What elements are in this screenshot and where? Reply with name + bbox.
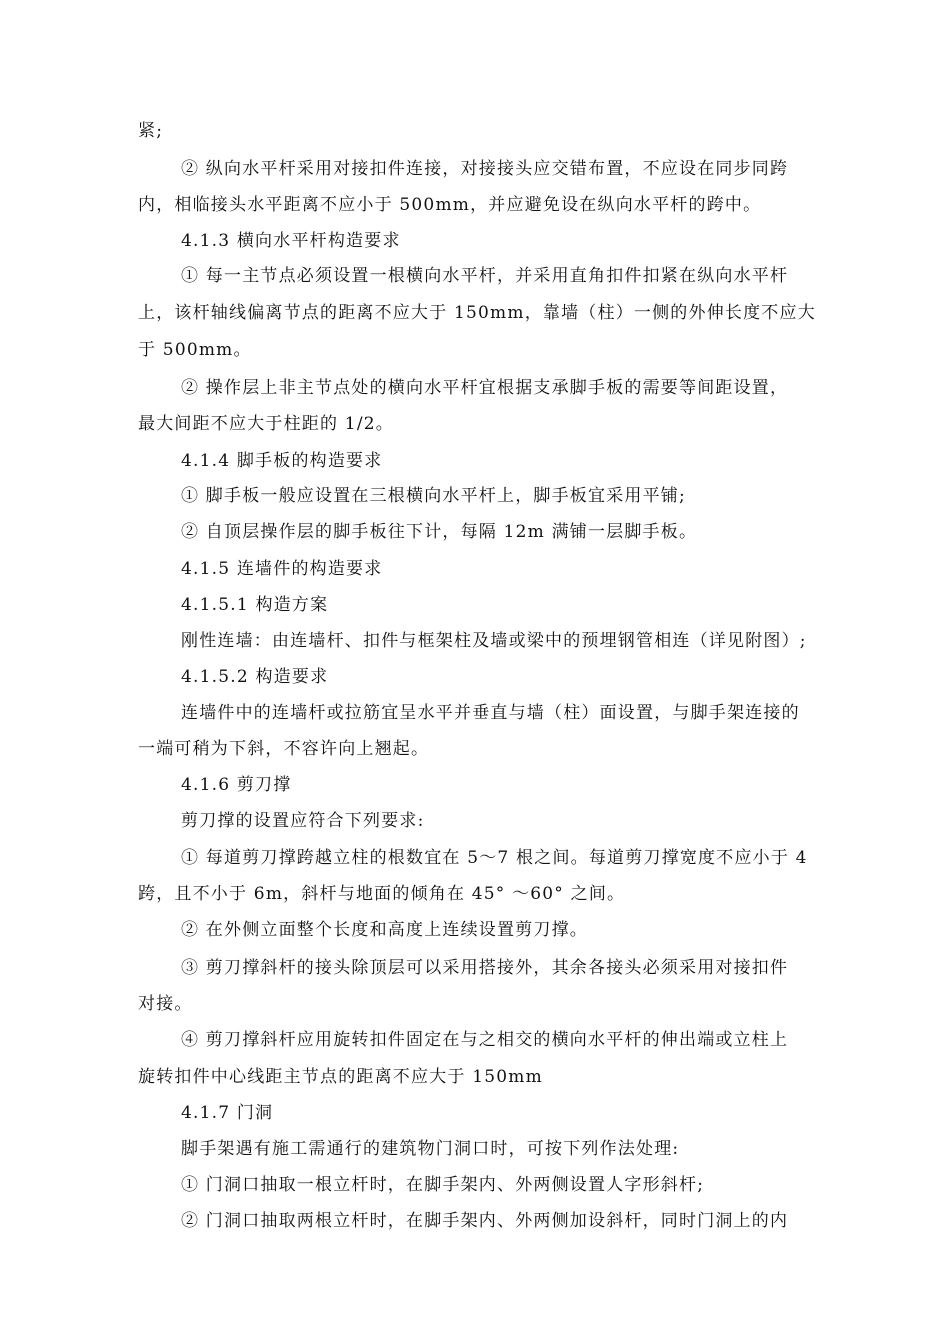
section-heading: 4.1.5 连墙件的构造要求 (181, 559, 383, 579)
text-line: ② 自顶层操作层的脚手板往下计，每隔 12m 满铺一层脚手板。 (181, 522, 698, 542)
section-heading: 4.1.6 剪刀撑 (181, 775, 292, 795)
text-line: 跨，且不小于 6m，斜杆与地面的倾角在 45° ～60° 之间。 (138, 884, 626, 904)
text-line: 一端可稍为下斜，不容许向上翘起。 (138, 739, 430, 759)
text-line: ③ 剪刀撑斜杆的接头除顶层可以采用搭接外，其余各接头必须采用对接扣件 (181, 958, 789, 978)
text-line: ① 每道剪刀撑跨越立柱的根数宜在 5～7 根之间。每道剪刀撑宽度不应小于 4 (181, 848, 808, 868)
section-heading: 4.1.4 脚手板的构造要求 (181, 451, 383, 471)
text-line: 对接。 (138, 994, 193, 1014)
text-line: 于 500mm。 (138, 340, 252, 360)
text-line: ② 门洞口抽取两根立杆时，在脚手架内、外两侧加设斜杆，同时门洞上的内 (181, 1211, 789, 1231)
text-line: ① 门洞口抽取一根立杆时，在脚手架内、外两侧设置人字形斜杆; (181, 1175, 705, 1195)
section-heading: 4.1.5.1 构造方案 (181, 595, 329, 615)
text-line: 紧; (138, 121, 164, 141)
text-line: 上，该杆轴线偏离节点的距离不应大于 150mm，靠墙（柱）一侧的外伸长度不应大 (138, 303, 816, 323)
text-line: ① 脚手板一般应设置在三根横向水平杆上，脚手板宜采用平铺; (181, 486, 686, 506)
text-line: 剪刀撑的设置应符合下列要求: (181, 811, 425, 831)
section-heading: 4.1.3 横向水平杆构造要求 (181, 231, 401, 251)
section-heading: 4.1.7 门洞 (181, 1103, 274, 1123)
text-line: ① 每一主节点必须设置一根横向水平杆，并采用直角扣件扣紧在纵向水平杆 (181, 266, 789, 286)
text-line: 刚性连墙：由连墙杆、扣件与框架柱及墙或梁中的预埋钢管相连（详见附图）; (181, 631, 807, 651)
text-line: ② 在外侧立面整个长度和高度上连续设置剪刀撑。 (181, 920, 589, 940)
text-line: ② 操作层上非主节点处的横向水平杆宜根据支承脚手板的需要等间距设置， (181, 378, 789, 398)
text-line: 最大间距不应大于柱距的 1/2。 (138, 414, 394, 434)
text-line: 连墙件中的连墙杆或拉筋宜呈水平并垂直与墙（柱）面设置，与脚手架连接的 (181, 703, 800, 723)
text-line: 旋转扣件中心线距主节点的距离不应大于 150mm (138, 1067, 543, 1087)
text-line: 脚手架遇有施工需通行的建筑物门洞口时，可按下列作法处理: (181, 1139, 680, 1159)
section-heading: 4.1.5.2 构造要求 (181, 667, 329, 687)
text-line: ④ 剪刀撑斜杆应用旋转扣件固定在与之相交的横向水平杆的伸出端或立柱上 (181, 1030, 789, 1050)
text-line: ② 纵向水平杆采用对接扣件连接，对接接头应交错布置，不应设在同步同跨 (181, 159, 789, 179)
text-line: 内，相临接头水平距离不应小于 500mm，并应避免设在纵向水平杆的跨中。 (138, 195, 762, 215)
